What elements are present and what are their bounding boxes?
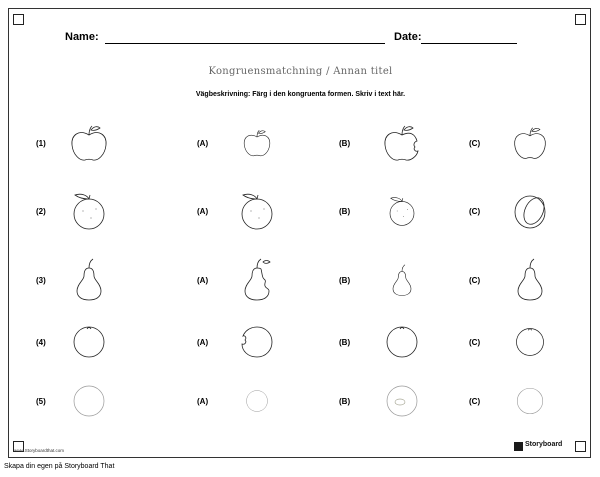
option-label: (C)	[469, 207, 481, 216]
round-drawing[interactable]	[382, 322, 422, 362]
logo-text: Storyboard	[525, 441, 563, 448]
question-number: (1)	[36, 139, 46, 148]
round-faint-drawing[interactable]	[513, 384, 547, 418]
question-number: (3)	[36, 276, 46, 285]
pear-drawing[interactable]	[69, 258, 109, 302]
option-label: (C)	[469, 276, 481, 285]
option-label: (A)	[197, 139, 209, 148]
apple-drawing[interactable]	[242, 128, 272, 158]
option-label: (B)	[339, 397, 351, 406]
apple-drawing[interactable]	[69, 123, 109, 163]
option-label: (C)	[469, 338, 481, 347]
orange-half-drawing[interactable]	[510, 191, 550, 231]
option-label: (B)	[339, 139, 351, 148]
option-label: (B)	[339, 276, 351, 285]
option-label: (A)	[197, 397, 209, 406]
watermark: www.Storyboardthat.com	[14, 448, 65, 453]
corner-mark	[13, 14, 24, 25]
round-faint-bitten-drawing[interactable]	[382, 381, 422, 421]
corner-mark	[575, 441, 586, 452]
logo-icon	[514, 442, 523, 451]
name-label: Name:	[65, 31, 99, 43]
pear-bitten-drawing[interactable]	[237, 258, 277, 302]
footer-text: Skapa din egen på Storyboard That	[4, 463, 115, 470]
orange-drawing[interactable]	[69, 191, 109, 231]
apple-bitten-drawing[interactable]	[382, 123, 422, 163]
round-faint-drawing[interactable]	[69, 381, 109, 421]
name-line[interactable]	[105, 43, 385, 44]
option-label: (A)	[197, 276, 209, 285]
pear-drawing[interactable]	[387, 264, 417, 297]
date-line[interactable]	[421, 43, 517, 44]
option-label: (A)	[197, 207, 209, 216]
page-title: Kongruensmatchning / Annan titel	[208, 66, 393, 77]
corner-mark	[575, 14, 586, 25]
option-label: (B)	[339, 338, 351, 347]
question-number: (5)	[36, 397, 46, 406]
question-number: (2)	[36, 207, 46, 216]
orange-drawing[interactable]	[386, 195, 418, 227]
round-drawing[interactable]	[69, 322, 109, 362]
round-drawing[interactable]	[512, 324, 548, 360]
option-label: (B)	[339, 207, 351, 216]
apple-drawing[interactable]	[512, 125, 548, 161]
round-bitten-drawing[interactable]	[237, 322, 277, 362]
worksheet	[8, 8, 591, 458]
orange-drawing[interactable]	[237, 191, 277, 231]
instructions: Vägbeskrivning: Färg i den kongruenta formen. Skriv i text här.	[195, 91, 406, 98]
storyboard-logo	[514, 441, 572, 452]
option-label: (C)	[469, 139, 481, 148]
round-faint-drawing[interactable]	[243, 387, 271, 415]
option-label: (A)	[197, 338, 209, 347]
date-label: Date:	[394, 31, 422, 43]
option-label: (C)	[469, 397, 481, 406]
question-number: (4)	[36, 338, 46, 347]
pear-drawing[interactable]	[510, 258, 550, 302]
